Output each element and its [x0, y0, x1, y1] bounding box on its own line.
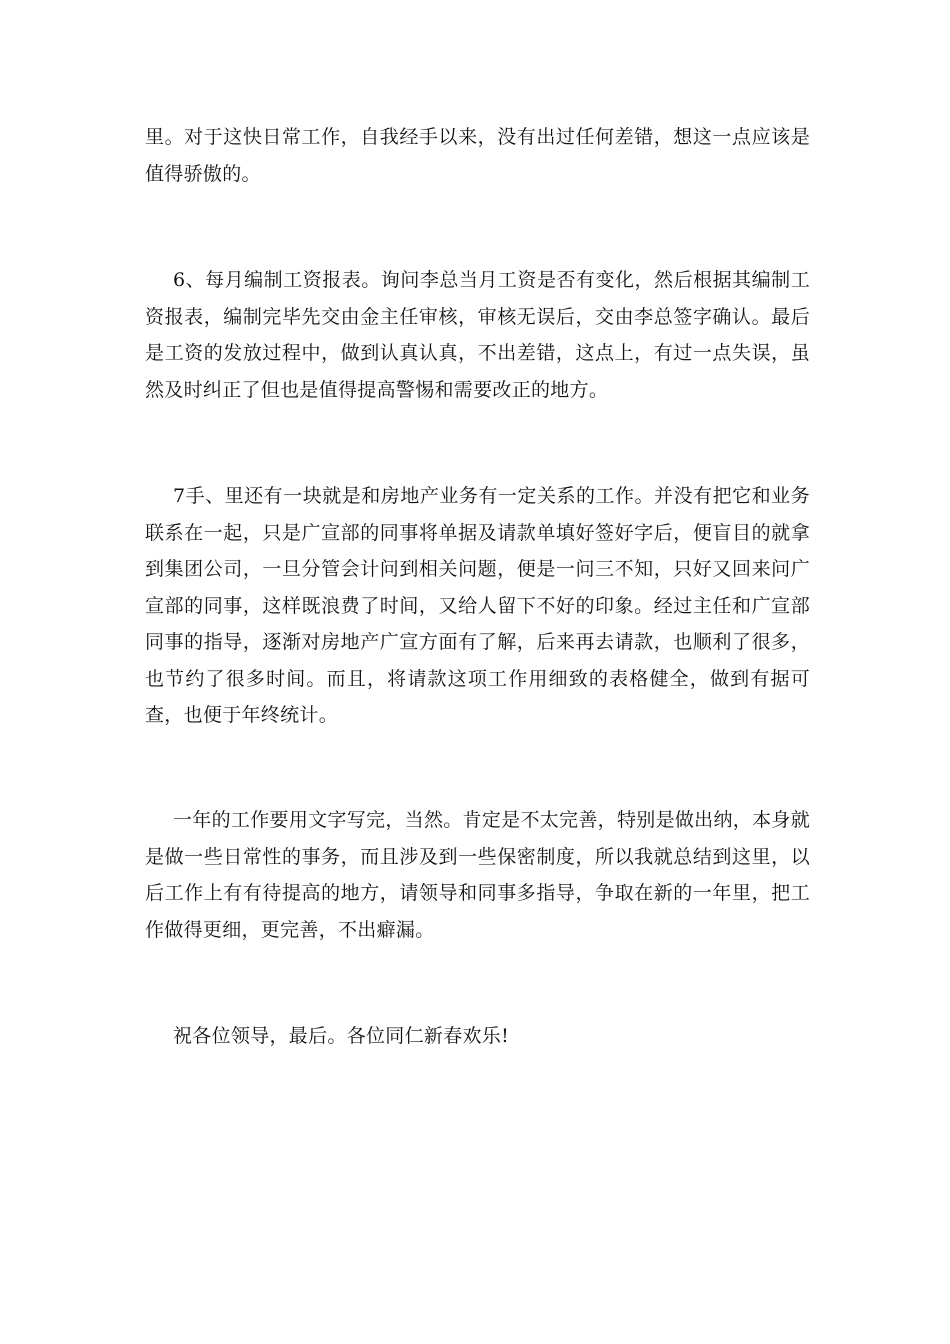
paragraph-year-summary: 一年的工作要用文字写完，当然。肯定是不太完善，特别是做出纳，本身就是做一些日常性的事务，而且涉及到一些保密制度，所以我就总结到这里，以后工作上有有待提高的地方，请领导和同事多指导，争取在新的一年里，把工作做得更细，更完善，不出癖漏。 [145, 809, 810, 941]
paragraph-daily-work-continuation: 里。对于这快日常工作，自我经手以来，没有出过任何差错，想这一点应该是值得骄傲的。 [145, 126, 810, 185]
paragraph-real-estate-work: 7手、里还有一块就是和房地产业务有一定关系的工作。并没有把它和业务联系在一起，只是广宣部的同事将单据及请款单填好签好字后，便盲目的就拿到集团公司，一旦分管会计问到相关问题，便是一问三不知，只好又回来问广宣部的同事，这样既浪费了时间，又给人留下不好的印象。经过主任和广宣部同事的指导，逐渐对房地产广宣方面有了解，后来再去请款，也顺利了很多，也节约了很多时间。而且，将请款这项工作用细致的表格健全，做到有据可查，也便于年终统计。 [145, 485, 810, 726]
paragraph-closing-greeting: 祝各位领导，最后。各位同仁新春欢乐! [173, 1025, 510, 1047]
paragraph-payroll-report: 6、每月编制工资报表。询问李总当月工资是否有变化，然后根据其编制工资报表，编制完毕先交由金主任审核，审核无误后，交由李总签字确认。最后是工资的发放过程中，做到认真认真，不出差错，这点上，有过一点失误，虽然及时纠正了但也是值得提高警惕和需要改正的地方。 [145, 269, 810, 401]
